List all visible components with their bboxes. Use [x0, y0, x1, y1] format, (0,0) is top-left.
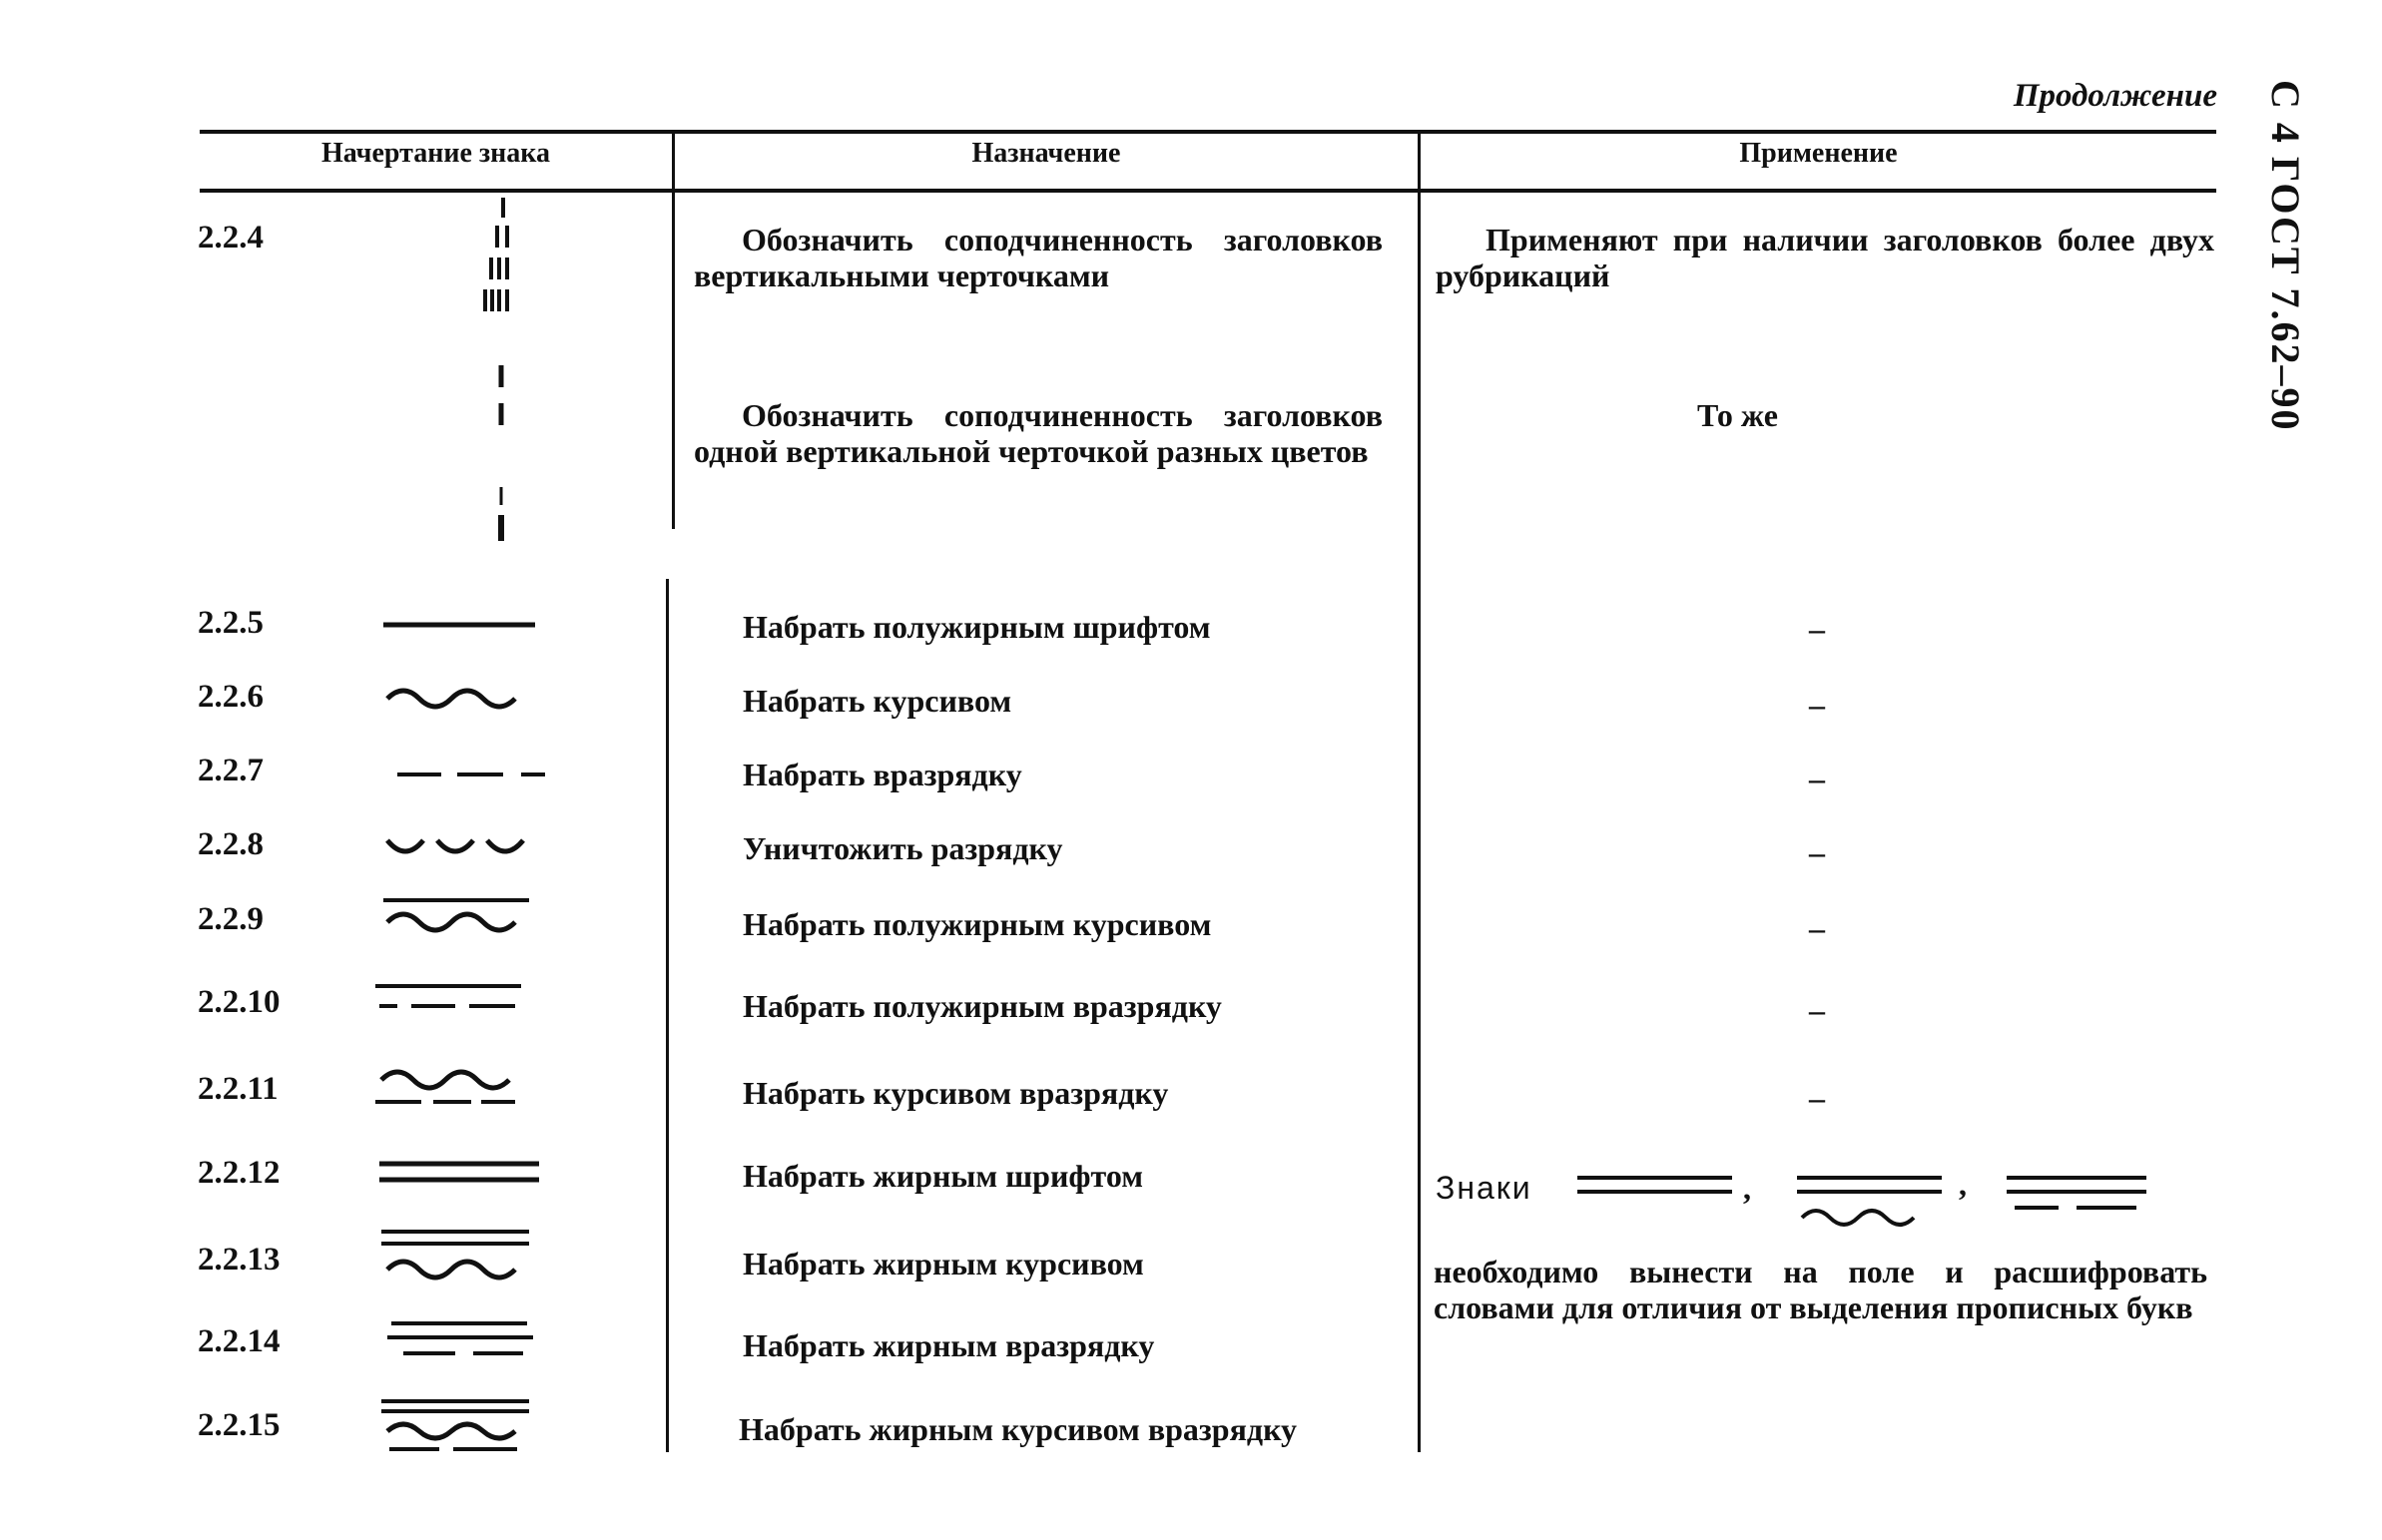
row-number: 2.2.15: [198, 1407, 281, 1443]
purpose-text: Набрать полужирным шрифтом: [743, 609, 1211, 645]
purpose-text: Уничтожить разрядку: [743, 830, 1063, 866]
purpose-text: Набрать жирным курсивом вразрядку: [739, 1411, 1298, 1447]
line-over-wave-icon: [383, 894, 543, 934]
double-line-over-wave-icon: [1797, 1170, 1947, 1230]
purpose-text: Набрать жирным курсивом: [743, 1246, 1144, 1282]
bold-note-separator: ,: [1959, 1166, 1967, 1202]
row-number: 2.2.14: [198, 1323, 281, 1359]
page-side-header: С 4 ГОСТ 7.62–90: [2263, 80, 2308, 432]
double-line-over-dashes-icon: [2007, 1170, 2156, 1220]
purpose-text: Набрать курсивом: [743, 683, 1012, 719]
header-mark: Начертание знака: [321, 138, 550, 169]
application-text: Применяют при наличии заголовков более двух рубрикаций: [1436, 222, 2214, 293]
purpose-text: Набрать полужирным курсивом: [743, 906, 1212, 942]
application-dash: –: [1809, 910, 1825, 946]
row-number: 2.2.4: [198, 220, 264, 256]
table-top-rule: [200, 130, 2216, 134]
bold-note-prefix: Знаки: [1436, 1170, 1532, 1206]
wave-over-dashes-icon: [371, 1062, 531, 1112]
row-number: 2.2.8: [198, 826, 264, 862]
row-number: 2.2.5: [198, 605, 264, 641]
dashed-underline-icon: [395, 765, 555, 784]
purpose-text: Набрать вразрядку: [743, 757, 1022, 792]
purpose-text: Набрать курсивом вразрядку: [743, 1075, 1169, 1111]
row-number: 2.2.12: [198, 1155, 281, 1191]
application-dash: –: [1809, 611, 1825, 647]
application-dash: –: [1809, 687, 1825, 723]
row-number: 2.2.10: [198, 984, 281, 1020]
vertical-tick-colors-icon: [489, 363, 509, 543]
vertical-ticks-count-icon: [459, 196, 519, 315]
column-divider-1b: [666, 579, 669, 1452]
purpose-text: Набрать жирным шрифтом: [743, 1158, 1144, 1194]
arcs-underline-icon: [383, 832, 543, 862]
application-dash: –: [1809, 834, 1825, 870]
bold-note-separator: ,: [1743, 1170, 1751, 1206]
double-line-over-dashes-icon: [387, 1317, 547, 1367]
application-dash: –: [1809, 992, 1825, 1028]
application-dash: –: [1809, 1080, 1825, 1116]
header-application: Применение: [1739, 138, 1898, 169]
row-number: 2.2.13: [198, 1242, 281, 1278]
double-line-over-wave-icon: [381, 1226, 541, 1285]
row-number: 2.2.7: [198, 753, 264, 788]
purpose-text: Набрать полужирным вразрядку: [743, 988, 1222, 1024]
header-purpose: Назначение: [971, 138, 1121, 169]
row-number: 2.2.9: [198, 901, 264, 937]
application-text: То же: [1697, 397, 1778, 433]
double-line-wave-dashes-icon: [381, 1395, 541, 1455]
bold-note-text: необходимо вынести на поле и расшифровать словами для отличия от выделения прописных букв: [1434, 1254, 2207, 1325]
column-divider-2: [1418, 130, 1421, 1452]
double-underline-icon: [379, 1158, 549, 1188]
purpose-text: Обозначить соподчиненность заголовков вертикальными черточками: [694, 222, 1383, 293]
line-over-dashes-icon: [375, 980, 535, 1020]
straight-underline-icon: [383, 615, 543, 635]
table-header-rule: [200, 189, 2216, 193]
purpose-text: Обозначить соподчиненность заголовков одной вертикальной черточкой разных цветов: [694, 397, 1383, 469]
continuation-label: Продолжение: [2013, 78, 2217, 114]
row-number: 2.2.11: [198, 1071, 279, 1107]
double-underline-icon: [1577, 1170, 1737, 1200]
wavy-underline-icon: [383, 683, 543, 713]
column-divider-1a: [672, 130, 675, 529]
row-number: 2.2.6: [198, 679, 264, 715]
purpose-text: Набрать жирным вразрядку: [743, 1327, 1155, 1363]
application-dash: –: [1809, 761, 1825, 796]
